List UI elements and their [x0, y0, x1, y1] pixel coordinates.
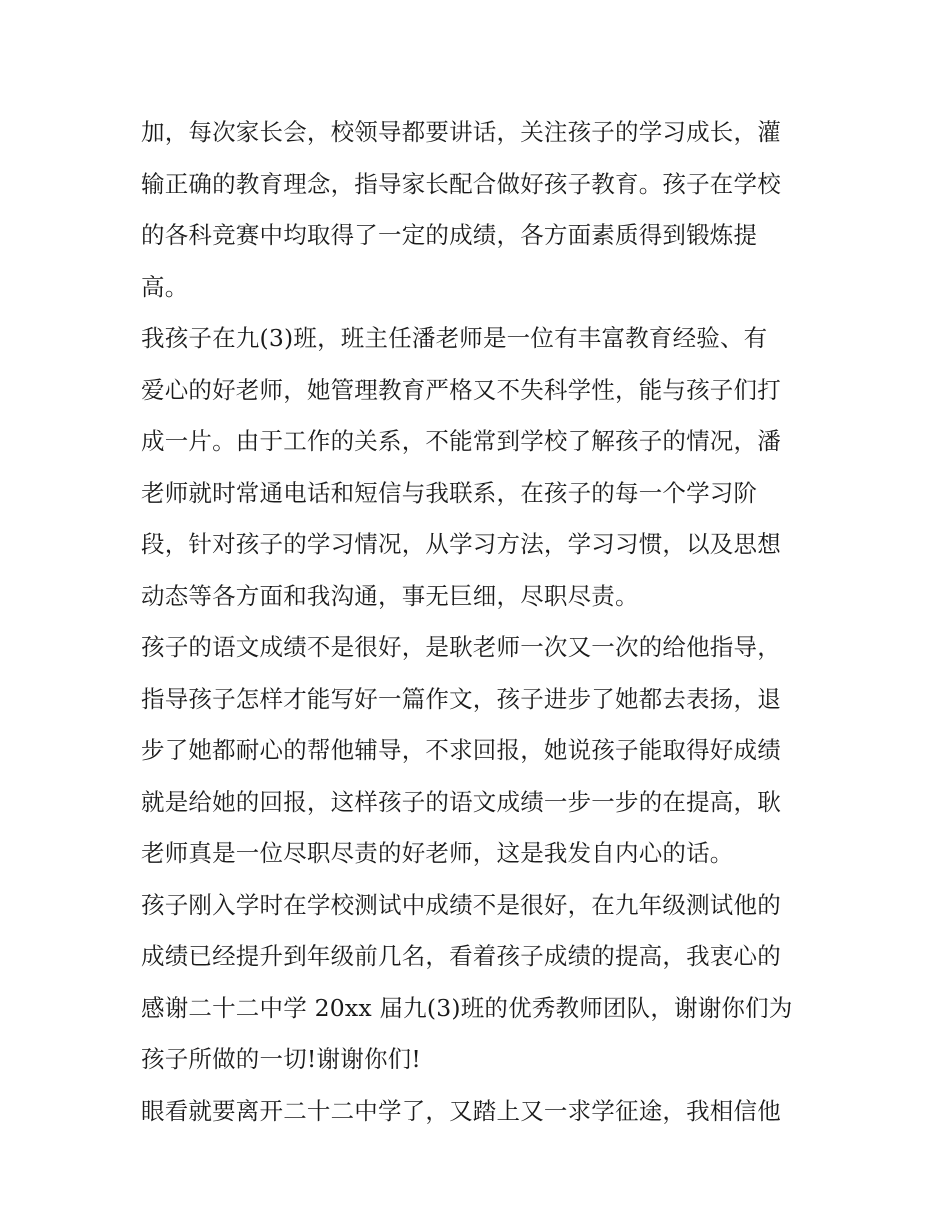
text-line: 成绩已经提升到年级前几名，看着孩子成绩的提高，我衷心的: [141, 942, 781, 970]
text-line: 我孩子在九(3)班，班主任潘老师是一位有丰富教育经验、有: [141, 324, 768, 352]
text-line: 动态等各方面和我沟通，事无巨细，尽职尽责。: [141, 581, 639, 610]
text-line: 孩子所做的一切!谢谢你们!: [141, 1045, 421, 1073]
text-line: 成一片。由于工作的关系，不能常到学校了解孩子的情况，潘: [141, 427, 781, 455]
text-line: 爱心的好老师，她管理教育严格又不失科学性，能与孩子们打: [141, 375, 781, 404]
text-line: 指导孩子怎样才能写好一篇作文，孩子进步了她都去表扬，退: [141, 684, 781, 713]
document-body: [141, 107, 821, 1137]
text-line: 输正确的教育理念，指导家长配合做好孩子教育。孩子在学校: [141, 169, 781, 198]
text-line: 眼看就要离开二十二中学了，又踏上又一求学征途，我相信他: [141, 1096, 781, 1125]
text-line: 老师就时常通电话和短信与我联系，在孩子的每一个学习阶: [141, 478, 758, 507]
text-line: 老师真是一位尽职尽责的好老师，这是我发自内心的话。: [141, 839, 734, 867]
text-line: 感谢二十二中学 20xx 届九(3)班的优秀教师团队，谢谢你们为: [141, 993, 793, 1022]
text-line: 孩子刚入学时在学校测试中成绩不是很好，在九年级测试他的: [141, 890, 781, 919]
text-line: 高。: [141, 272, 189, 301]
text-line: 孩子的语文成绩不是很好，是耿老师一次又一次的给他指导，: [141, 633, 781, 661]
text-line: 段，针对孩子的学习情况，从学习方法，学习习惯，以及思想: [141, 530, 781, 558]
text-line: 的各科竞赛中均取得了一定的成绩，各方面素质得到锻炼提: [141, 221, 758, 249]
text-line: 加，每次家长会，校领导都要讲话，关注孩子的学习成长，灌: [141, 118, 781, 146]
text-line: 步了她都耐心的帮他辅导，不求回报，她说孩子能取得好成绩: [141, 736, 781, 764]
text-line: 就是给她的回报，这样孩子的语文成绩一步一步的在提高，耿: [141, 787, 781, 816]
